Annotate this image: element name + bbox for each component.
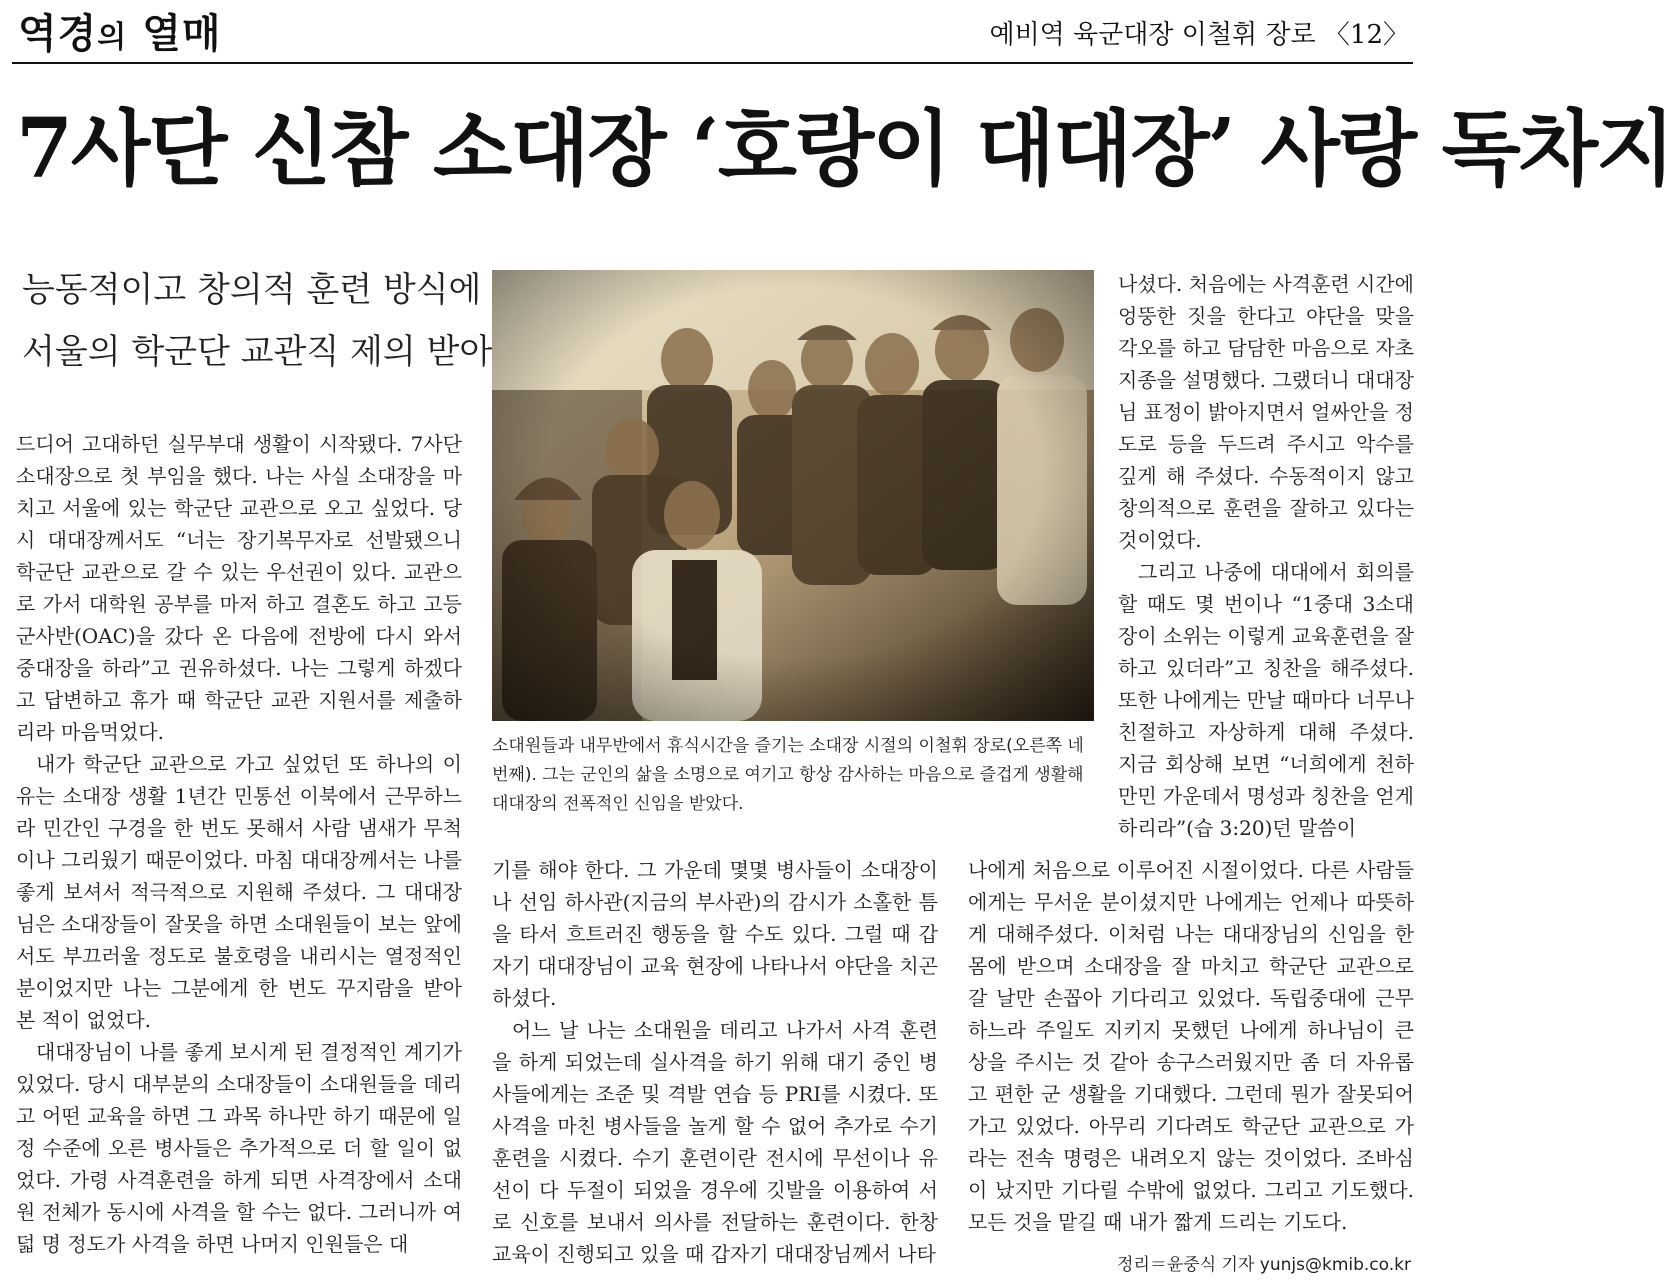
paragraph: 내가 학군단 교관으로 가고 싶었던 또 하나의 이유는 소대장 생활 1년간 민통선 이북에서 근무하느라 민간인 구경을 한 번도 못해서 사람 냄새가 무척이나 그리웠기 때문이었다. 마침 대대장께서는 나를 좋게 보셔서 적극적으로 지원해 주셨다. 그 대대장님은 소대장들이 잘못을 하면 소대원들이 보는 앞에서도 부끄러울 정도로 불호령을 내리시는 열정적인 분이었지만 나는 그분에게 한 번도 꾸지람을 받아 본 적이 없었다. — [16, 752, 462, 1032]
paragraph: 대대장님이 나를 좋게 보시게 된 결정적인 계기가 있었다. 당시 대부분의 소대장들이 소대원들을 데리고 어떤 교육을 하면 그 과목 하나만 하기 때문에 일정 수준에 오른 병사들은 추가적으로 더 할 일이 없었다. 가령 사격훈련을 하게 되면 사격장에서 소대원 전체가 동시에 사격을 할 수는 없다. 그러니까 여덟 명 정도가 사격을 하면 나머지 인원들은 대 — [16, 1040, 462, 1256]
headline: 7사단 신참 소대장 ‘호랑이 대대장’ 사랑 독차지 — [16, 101, 1673, 197]
body-column-right-lower — [968, 854, 1414, 1238]
series-title — [18, 2, 221, 59]
byline: 정리＝윤중식 기자 yunjs@kmib.co.kr — [1117, 1255, 1411, 1275]
series-title-particle: 의 — [97, 20, 128, 55]
deck-line-1: 능동적이고 창의적 훈련 방식에 — [22, 270, 482, 310]
article-photo — [492, 270, 1094, 721]
paragraph: 어느 날 나는 소대원을 데리고 나가서 사격 훈련을 하게 되었는데 실사격을 하기 위해 대기 중인 병사들에게는 조준 및 격발 연습 등 PRI를 시켰다. 또 사격을 마친 병사들을 놀게 할 수 없어 추가로 수기 훈련을 시켰다. 수기 훈련이란 전시에 무선이나 유선이 다 두절이 되었을 경우에 깃발을 이용하여 서로 신호를 보내서 의사를 전달하는 훈련이다. 한창 교육이 진행되고 있을 때 갑자기 대대장님께서 나타 — [492, 1018, 938, 1266]
body-column-middle — [492, 854, 938, 1270]
series-title-part2: 열매 — [142, 10, 222, 57]
series-subtitle: 예비역 육군대장 이철휘 장로 〈12〉 — [989, 20, 1409, 50]
paragraph: 나에게 처음으로 이루어진 시절이었다. 다른 사람들에게는 무서운 분이셨지만 나에게는 언제나 따뜻하게 대해주셨다. 이처럼 나는 대대장님의 신임을 한 몸에 받으며 소대장을 잘 마치고 학군단 교관으로 갈 날만 손꼽아 기다리고 있었다. 독립중대에 근무하느라 주일도 지키지 못했던 나에게 하나님이 큰 상을 주시는 것 같아 송구스러웠지만 좀 더 자유롭고 편한 군 생활을 기대했다. 그런데 뭔가 잘못되어 가고 있었다. 아무리 기다려도 학군단 교관으로 가라는 전속 명령은 내려오지 않는 것이었다. 조바심이 났지만 기다릴 수밖에 없었다. 그리고 기도했다. 모든 것을 맡길 때 내가 짧게 드리는 기도다. — [968, 858, 1414, 1234]
paragraph: 나셨다. 처음에는 사격훈련 시간에 엉뚱한 짓을 한다고 야단을 맞을 각오를 하고 담담한 마음으로 자초지종을 설명했다. 그랬더니 대대장님 표정이 밝아지면서 얼싸안을 정도로 등을 두드려 주시고 악수를 깊게 해 주셨다. 수동적이지 않고 창의적으로 훈련을 잘하고 있다는 것이었다. — [1118, 272, 1414, 552]
body-column-right-upper — [1118, 268, 1414, 844]
series-title-part1: 역경 — [18, 10, 98, 57]
paragraph: 기를 해야 한다. 그 가운데 몇몇 병사들이 소대장이나 선임 하사관(지금의 부사관)의 감시가 소홀한 틈을 타서 흐트러진 행동을 할 수도 있다. 그럴 때 갑자기 대대장님이 교육 현장에 나타나서 야단을 치곤 하셨다. — [492, 858, 938, 1010]
header-rule — [12, 62, 1413, 64]
paragraph: 그리고 나중에 대대에서 회의를 할 때도 몇 번이나 “1중대 3소대장이 소위는 이렇게 교육훈련을 잘하고 있더라”고 칭찬을 해주셨다. 또한 나에게는 만날 때마다 너무나 친절하고 자상하게 대해 주셨다. 지금 회상해 보면 “너희에게 천하 만민 가운데서 명성과 칭찬을 얻게 하리라”(습 3:20)던 말씀이 — [1118, 560, 1414, 840]
deck-line-2: 서울의 학군단 교관직 제의 받아 — [22, 332, 493, 372]
paragraph: 드디어 고대하던 실무부대 생활이 시작됐다. 7사단 소대장으로 첫 부임을 했다. 나는 사실 소대장을 마치고 서울에 있는 학군단 교관으로 오고 싶었다. 당시 대대장께서도 “너는 장기복무자로 선발됐으니 학군단 교관으로 갈 수 있는 우선권이 있다. 교관으로 가서 대학원 공부를 마저 하고 결혼도 하고 고등군사반(OAC)을 갔다 온 다음에 전방에 다시 와서 중대장을 하라”고 권유하셨다. 나는 그렇게 하겠다고 답변하고 휴가 때 학군단 교관 지원서를 제출하리라 마음먹었다. — [16, 432, 462, 744]
photo-caption: 소대원들과 내무반에서 휴식시간을 즐기는 소대장 시절의 이철휘 장로(오른쪽 네번째). 그는 군인의 삶을 소명으로 여기고 항상 감사하는 마음으로 즐겁게 생활해 대대장의 전폭적인 신임을 받았다. — [492, 736, 1084, 814]
body-column-left — [16, 428, 462, 1260]
